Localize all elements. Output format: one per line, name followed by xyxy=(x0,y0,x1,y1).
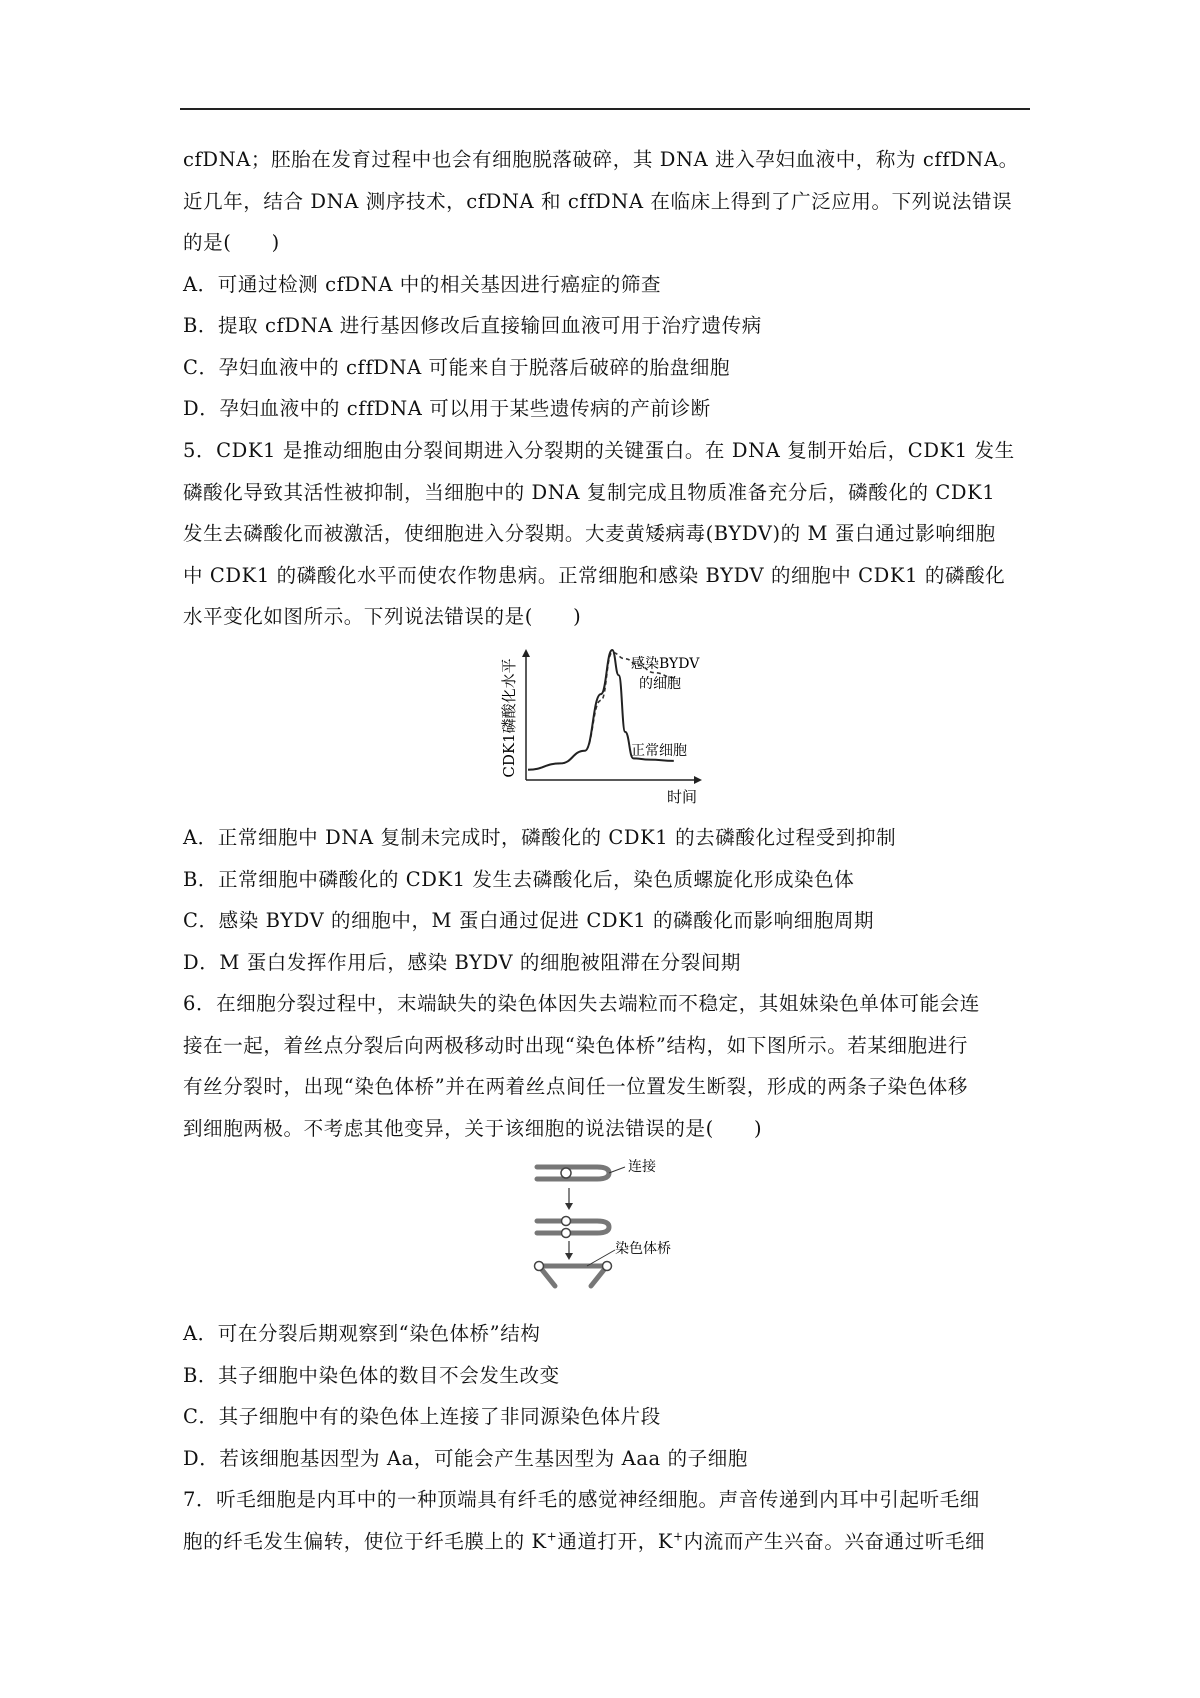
connect-pointer xyxy=(609,1167,625,1173)
q6-stem-line: 接在一起，着丝点分裂后向两极移动时出现“染色体桥”结构，如下图所示。若某细胞进行 xyxy=(183,1034,968,1057)
q6-option-a: A．可在分裂后期观察到“染色体桥”结构 xyxy=(183,1322,541,1345)
arrow-1-head xyxy=(565,1203,573,1210)
legend-infected-line1: 感染BYDV xyxy=(631,656,700,672)
q5-stem-line: 水平变化如图所示。下列说法错误的是( ) xyxy=(183,605,582,628)
x-axis-label: 时间 xyxy=(666,788,698,806)
x-axis-arrow xyxy=(694,776,702,784)
joined-chromatids xyxy=(537,1167,609,1179)
q5-stem-line: 中 CDK1 的磷酸化水平而使农作物患病。正常细胞和感染 BYDV 的细胞中 CDK1 的磷酸化 xyxy=(183,564,1006,587)
label-bridge: 染色体桥 xyxy=(615,1241,671,1257)
q7-text-part: 通道打开，K xyxy=(557,1530,673,1553)
q6-stem-line: 有丝分裂时，出现“染色体桥”并在两着丝点间任一位置发生断裂，形成的两条子染色体移 xyxy=(183,1075,968,1098)
q6-option-b: B．其子细胞中染色体的数目不会发生改变 xyxy=(183,1364,560,1387)
chromosome-bridge xyxy=(535,1262,612,1287)
y-axis-arrow xyxy=(522,649,530,657)
intro-line: cfDNA；胚胎在发育过程中也会有细胞脱落破碎，其 DNA 进入孕妇血液中，称为 cffDNA。 xyxy=(183,148,1019,171)
legend-normal: 正常细胞 xyxy=(631,743,687,759)
q5-stem-line: 磷酸化导致其活性被抑制，当细胞中的 DNA 复制完成且物质准备充分后，磷酸化的 CDK1 xyxy=(183,481,996,504)
q5-stem-line: 5．CDK1 是推动细胞由分裂间期进入分裂期的关键蛋白。在 DNA 复制开始后，CDK1 发生 xyxy=(183,439,1015,462)
q7-text-part: 内流而产生兴奋。兴奋通过听毛细 xyxy=(683,1530,986,1553)
q6-option-d: D．若该细胞基因型为 Aa，可能会产生基因型为 Aaa 的子细胞 xyxy=(183,1447,748,1470)
q5-option-b: B．正常细胞中磷酸化的 CDK1 发生去磷酸化后，染色质螺旋化形成染色体 xyxy=(183,868,855,891)
q6-stem-line: 6．在细胞分裂过程中，末端缺失的染色体因失去端粒而不稳定，其姐妹染色单体可能会连 xyxy=(183,992,980,1015)
q5-option-a: A．正常细胞中 DNA 复制未完成时，磷酸化的 CDK1 的去磷酸化过程受到抑制 xyxy=(183,826,897,849)
arrow-2-head xyxy=(565,1253,573,1260)
q5-option-d: D．M 蛋白发挥作用后，感染 BYDV 的细胞被阻滞在分裂间期 xyxy=(183,951,742,974)
header-rule xyxy=(180,108,1030,110)
q5-option-c: C．感染 BYDV 的细胞中，M 蛋白通过促进 CDK1 的磷酸化而影响细胞周期 xyxy=(183,909,875,932)
intro-line: 的是( ) xyxy=(183,231,280,254)
q6-stem-line: 到细胞两极。不考虑其他变异，关于该细胞的说法错误的是( ) xyxy=(183,1117,763,1140)
q4-option-d: D．孕妇血液中的 cffDNA 可以用于某些遗传病的产前诊断 xyxy=(183,397,711,420)
cdk1-phosphorylation-chart xyxy=(490,640,720,810)
q4-option-b: B．提取 cfDNA 进行基因修改后直接输回血液可用于治疗遗传病 xyxy=(183,314,762,337)
q4-option-a: A．可通过检测 cfDNA 中的相关基因进行癌症的筛查 xyxy=(183,273,662,296)
q7-stem-line xyxy=(183,1530,985,1554)
q6-option-c: C．其子细胞中有的染色体上连接了非同源染色体片段 xyxy=(183,1405,661,1428)
intro-line: 近几年，结合 DNA 测序技术，cfDNA 和 cffDNA 在临床上得到了广泛应用。下列说法错误 xyxy=(183,190,1013,213)
q4-option-c: C．孕妇血液中的 cffDNA 可能来自于脱落后破碎的胎盘细胞 xyxy=(183,356,731,379)
chromosome-bridge-figure xyxy=(525,1155,725,1290)
y-axis-label: CDK1磷酸化水平 xyxy=(500,658,518,778)
separating-chromatids xyxy=(537,1217,609,1238)
superscript-plus: + xyxy=(673,1529,684,1544)
q7-text-part: 胞的纤毛发生偏转，使位于纤毛膜上的 K xyxy=(183,1530,547,1553)
q7-stem-line: 7．听毛细胞是内耳中的一种顶端具有纤毛的感觉神经细胞。声音传递到内耳中引起听毛细 xyxy=(183,1488,980,1511)
label-connect: 连接 xyxy=(628,1159,656,1175)
q5-stem-line: 发生去磷酸化而被激活，使细胞进入分裂期。大麦黄矮病毒(BYDV)的 M 蛋白通过影响细胞 xyxy=(183,522,996,545)
legend-infected-line2: 的细胞 xyxy=(639,676,681,692)
superscript-plus: + xyxy=(546,1529,558,1544)
